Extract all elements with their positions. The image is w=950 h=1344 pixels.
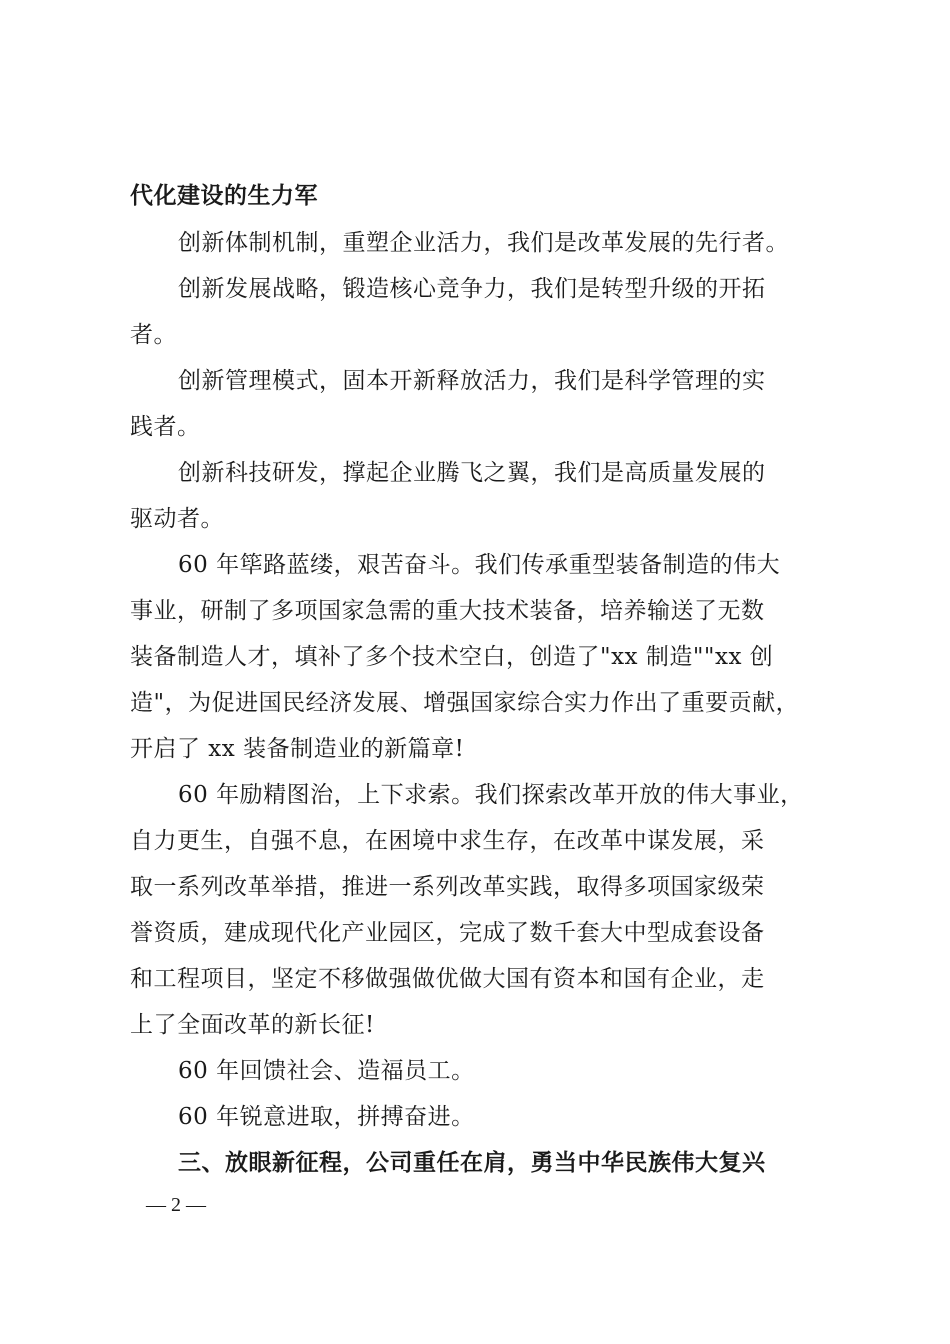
paragraph-line: 事业，研制了多项国家急需的重大技术装备，培养输送了无数 xyxy=(130,598,765,624)
paragraph-line: 装备制造人才，填补了多个技术空白，创造了"xx 制造""xx 创 xyxy=(130,644,774,670)
paragraph-line: 上了全面改革的新长征! xyxy=(130,1012,375,1038)
paragraph-line: 创新发展战略，锻造核心竞争力，我们是转型升级的开拓 xyxy=(178,276,766,302)
paragraph-line: 60 年锐意进取，拼搏奋进。 xyxy=(178,1104,475,1130)
paragraph-line: 创新体制机制，重塑企业活力，我们是改革发展的先行者。 xyxy=(178,230,789,256)
paragraph-line: 践者。 xyxy=(130,414,201,440)
section-heading: 三、放眼新征程，公司重任在肩，勇当中华民族伟大复兴 xyxy=(178,1150,766,1176)
paragraph-line: 自力更生，自强不息，在困境中求生存，在改革中谋发展，采 xyxy=(130,828,765,854)
paragraph-line: 造"，为促进国民经济发展、增强国家综合实力作出了重要贡献， xyxy=(130,690,800,716)
paragraph-line: 驱动者。 xyxy=(130,506,224,532)
paragraph-line: 创新管理模式，固本开新释放活力，我们是科学管理的实 xyxy=(178,368,766,394)
paragraph-line: 者。 xyxy=(130,322,177,348)
paragraph-line: 取一系列改革举措，推进一系列改革实践，取得多项国家级荣 xyxy=(130,874,765,900)
paragraph-line: 开启了 xx 装备制造业的新篇章! xyxy=(130,736,465,762)
paragraph-line: 和工程项目，坚定不移做强做优做大国有资本和国有企业，走 xyxy=(130,966,765,992)
paragraph-line: 创新科技研发，撑起企业腾飞之翼，我们是高质量发展的 xyxy=(178,460,766,486)
paragraph-line: 60 年励精图治，上下求索。我们探索改革开放的伟大事业， xyxy=(178,782,804,808)
paragraph-line: 60 年筚路蓝缕，艰苦奋斗。我们传承重型装备制造的伟大 xyxy=(178,552,781,578)
paragraph-line: 誉资质，建成现代化产业园区，完成了数千套大中型成套设备 xyxy=(130,920,765,946)
heading-continued: 代化建设的生力军 xyxy=(130,183,318,209)
paragraph-line: 60 年回馈社会、造福员工。 xyxy=(178,1058,475,1084)
page-number: — 2 — xyxy=(146,1194,206,1216)
